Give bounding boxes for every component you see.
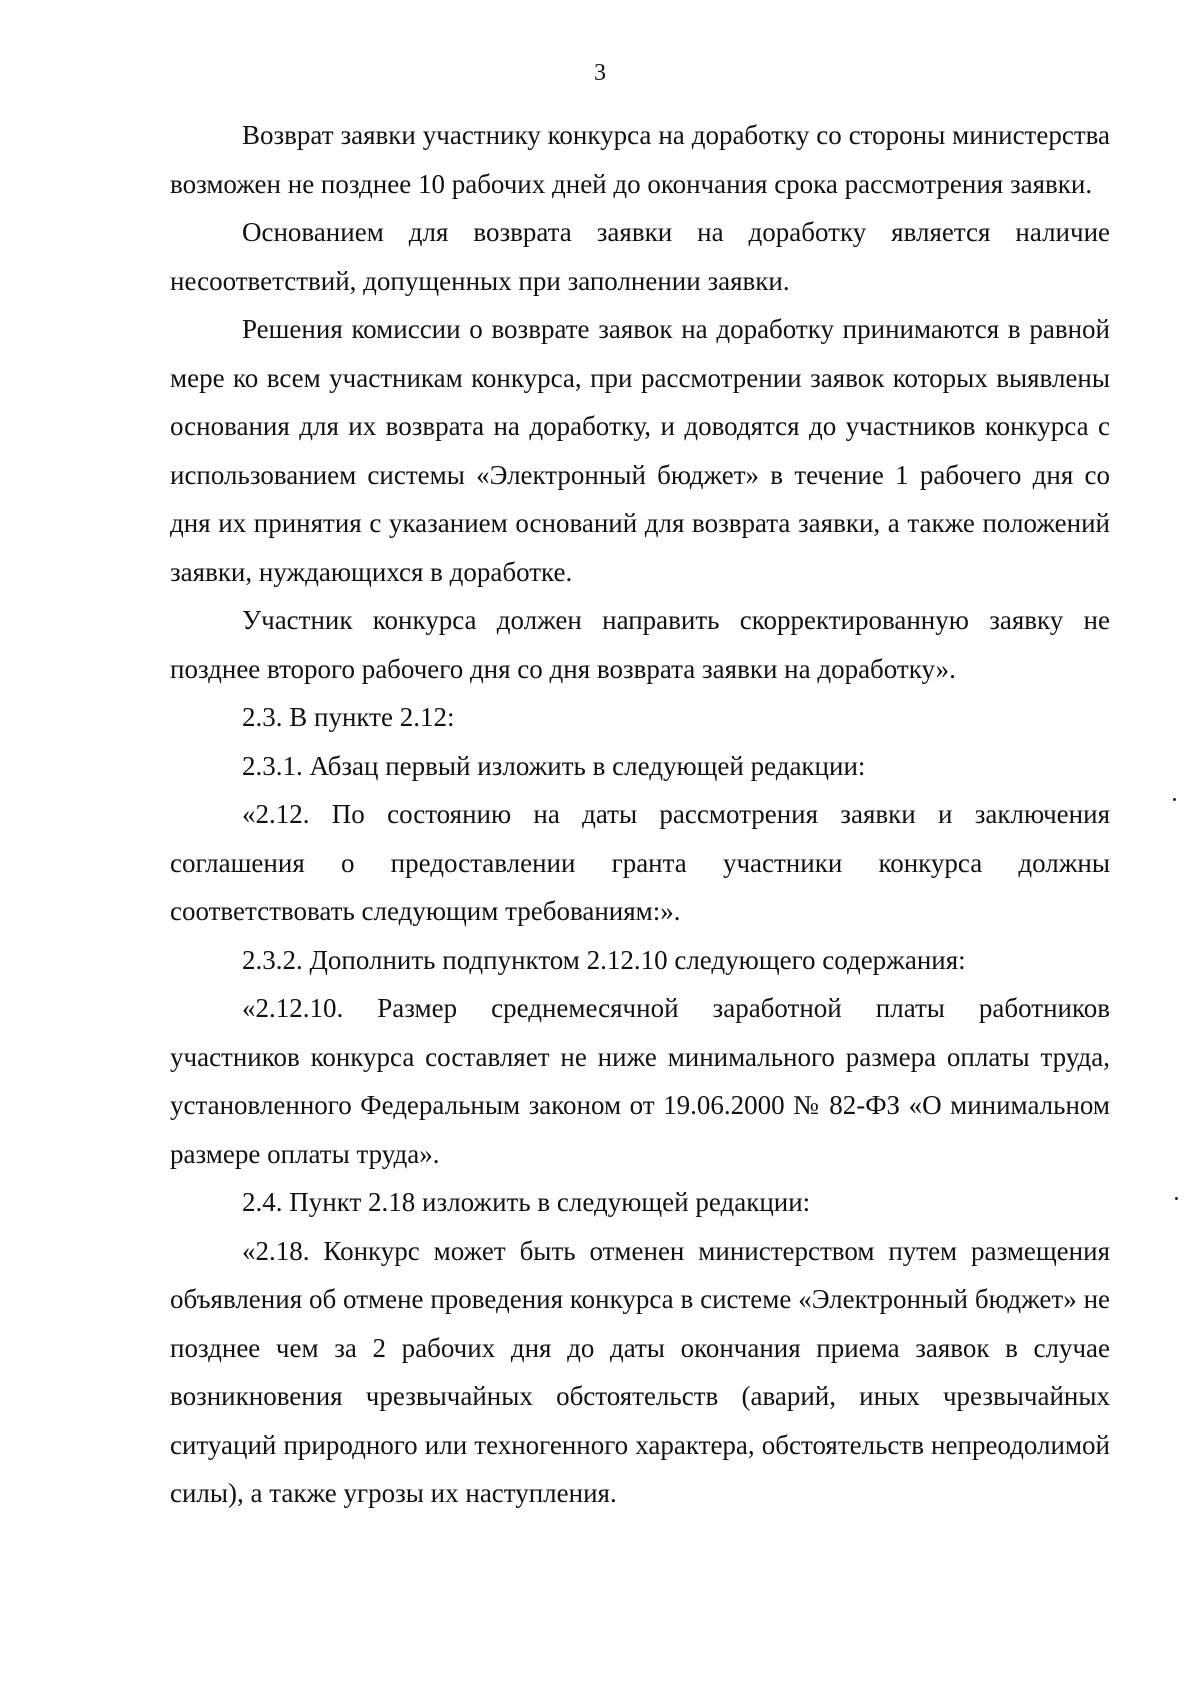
- paragraph-clause-2-3-2: 2.3.2. Дополнить подпунктом 2.12.10 следующего содержания:: [242, 944, 966, 975]
- scan-speck: [1173, 798, 1176, 801]
- paragraph-clause-2-3-1: 2.3.1. Абзац первый изложить в следующей редакции:: [242, 750, 866, 781]
- paragraph-return-application: Возврат заявки участнику конкурса на доработку со стороны министерства возможен не позднее 10 рабочих дней до окончания срока рассмотрения заявки.: [170, 120, 1110, 199]
- paragraph-clause-2-12-10: «2.12.10. Размер среднемесячной заработной платы работников участников конкурса составляет не ниже минимального размера оплаты труда, установленного Федеральным законом от 19.06.2000 № 82-ФЗ «О минимальном размере оплаты труда».: [170, 993, 1110, 1169]
- paragraph-return-grounds: Основанием для возврата заявки на доработку является наличие несоответствий, допущенных при заполнении заявки.: [170, 217, 1110, 296]
- paragraph-clause-2-12: «2.12. По состоянию на даты рассмотрения заявки и заключения соглашения о предоставлении гранта участники конкурса должны соответствовать следующим требованиям:».: [170, 799, 1110, 926]
- paragraph-clause-2-3: 2.3. В пункте 2.12:: [242, 702, 455, 732]
- paragraph-commission-decisions: Решения комиссии о возврате заявок на доработку принимаются в равной мере ко всем участникам конкурса, при рассмотрении заявок которых выявлены основания для их возврата на доработку, и доводятся до участников конкурса с использованием системы «Электронный бюджет» в течение 1 рабочего дня со дня их принятия с указанием оснований для возврата заявки, а также положений заявки, нуждающихся в доработке.: [170, 314, 1110, 587]
- page-number: 3: [594, 60, 606, 86]
- scan-speck: [1175, 1197, 1178, 1200]
- paragraph-clause-2-4: 2.4. Пункт 2.18 изложить в следующей редакции:: [242, 1187, 811, 1217]
- paragraph-clause-2-18: «2.18. Конкурс может быть отменен министерством путем размещения объявления об отмене проведения конкурса в системе «Электронный бюджет» не позднее чем за 2 рабочих дня до даты окончания приема заявок в случае возникновения чрезвычайных обстоятельств (аварий, иных чрезвычайных ситуаций природного или техногенного характера, обстоятельств непреодолимой силы), а также угрозы их наступления.: [170, 1235, 1110, 1508]
- document-body: [170, 111, 1110, 1518]
- paragraph-corrected-application: Участник конкурса должен направить скорректированную заявку не позднее второго рабочего дня со дня возврата заявки на доработку».: [170, 605, 1110, 684]
